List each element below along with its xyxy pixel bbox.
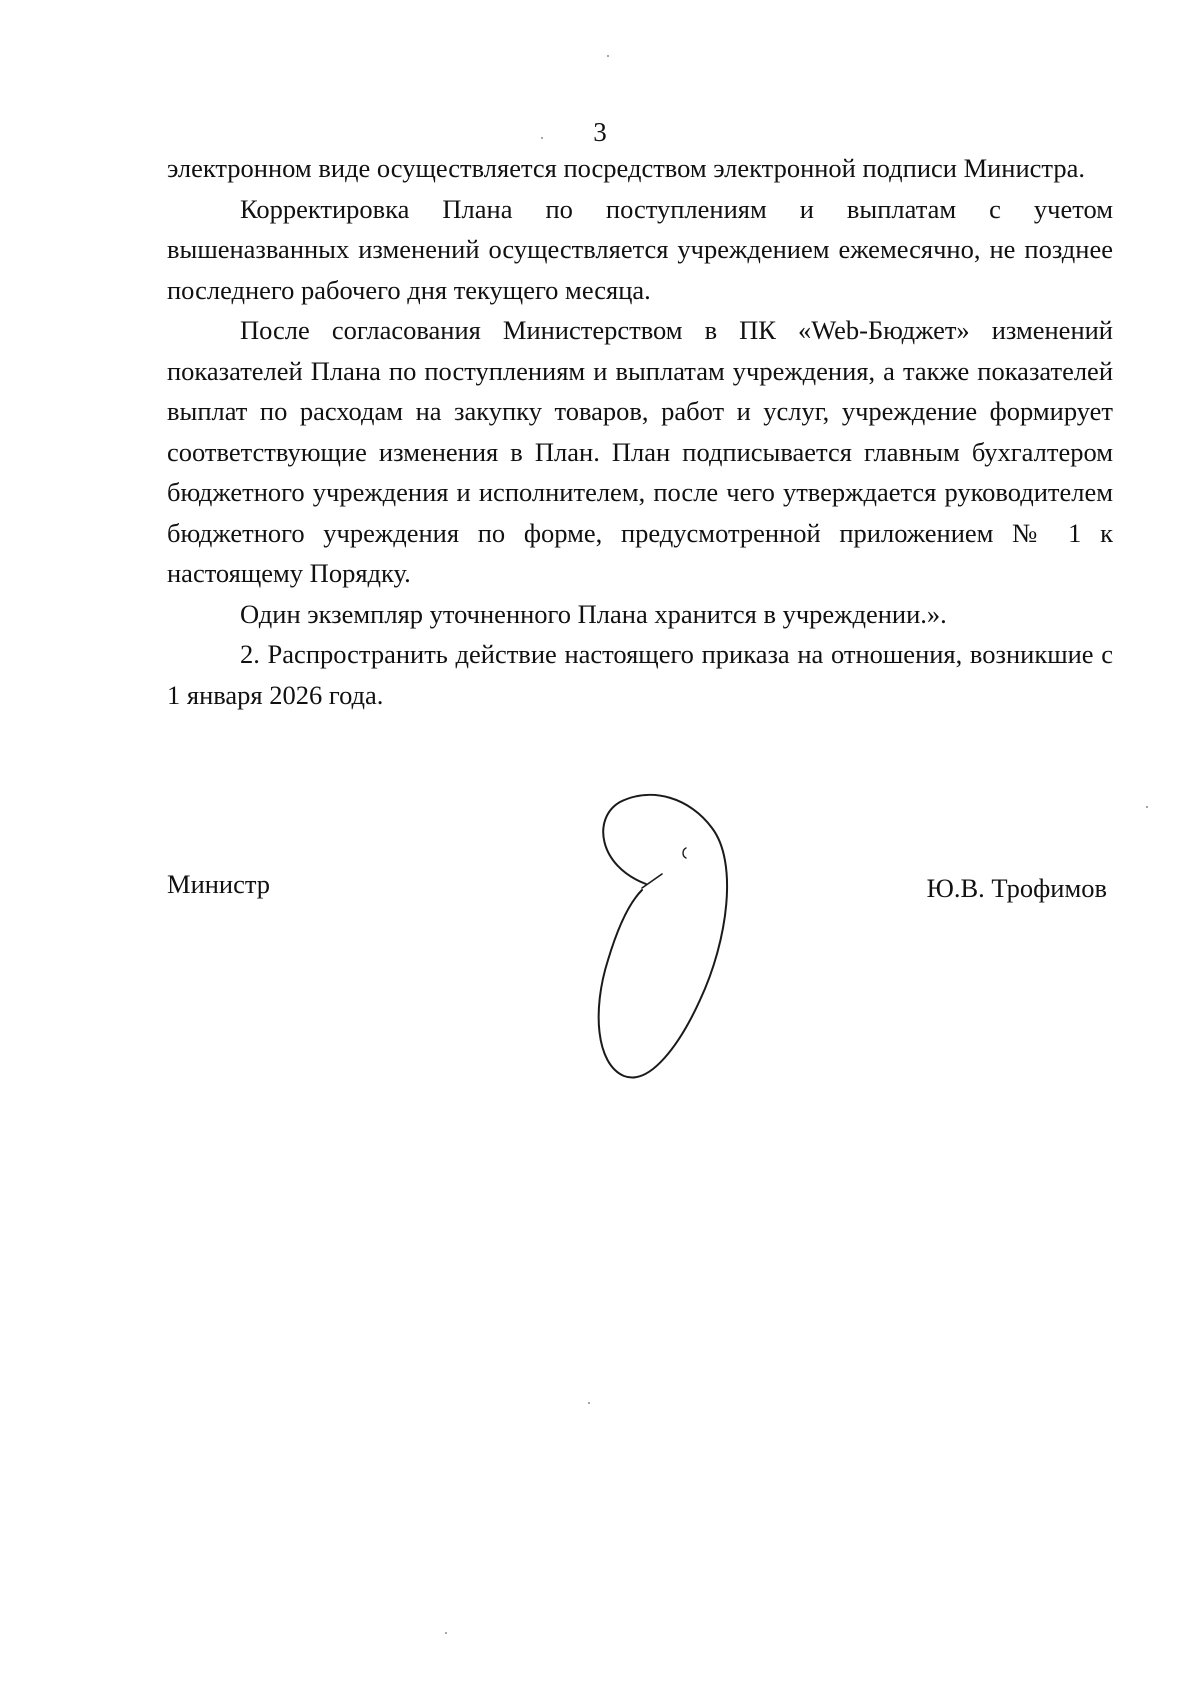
paragraph-5: 2. Распространить действие настоящего приказа на отношения, возникшие с 1 января 2026 года. (167, 639, 1113, 710)
scan-speck (588, 1402, 590, 1404)
signatory-title: Министр (167, 869, 271, 899)
signature-stroke (599, 795, 727, 1078)
scan-speck (1146, 806, 1148, 808)
signature-stroke-inner (642, 874, 662, 888)
paragraph-1: электронном виде осуществляется посредством электронной подписи Министра. (167, 153, 1085, 183)
signatory-name: Ю.В. Трофимов (926, 873, 1107, 903)
paragraph-2: Корректировка Плана по поступлениям и выплатам с учетом вышеназванных изменений осуществляется учреждением ежемесячно, не позднее последнего рабочего дня текущего месяца. (167, 193, 1113, 305)
scan-speck (445, 1632, 447, 1634)
page-number: 3 (593, 117, 607, 147)
document-body (167, 148, 1113, 715)
paragraph-4: Один экземпляр уточненного Плана хранится в учреждении.». (240, 598, 947, 629)
scan-speck (607, 55, 609, 57)
paragraph-3: После согласования Министерством в ПК «Web-Бюджет» изменений показателей Плана по поступлениям и выплатам учреждения, а также показателей выплат по расходам на закупку товаров, работ и услуг, учреждение формирует соответствующие изменения в План. План подписывается главным бухгалтером бюджетного учреждения и исполнителем, после чего утверждается руководителем бюджетного учреждения по форме, предусмотренной приложением № 1 к настоящему Порядку. (167, 315, 1113, 588)
signature-tick (683, 848, 686, 858)
scan-speck (541, 137, 543, 139)
handwritten-signature (590, 790, 810, 1090)
